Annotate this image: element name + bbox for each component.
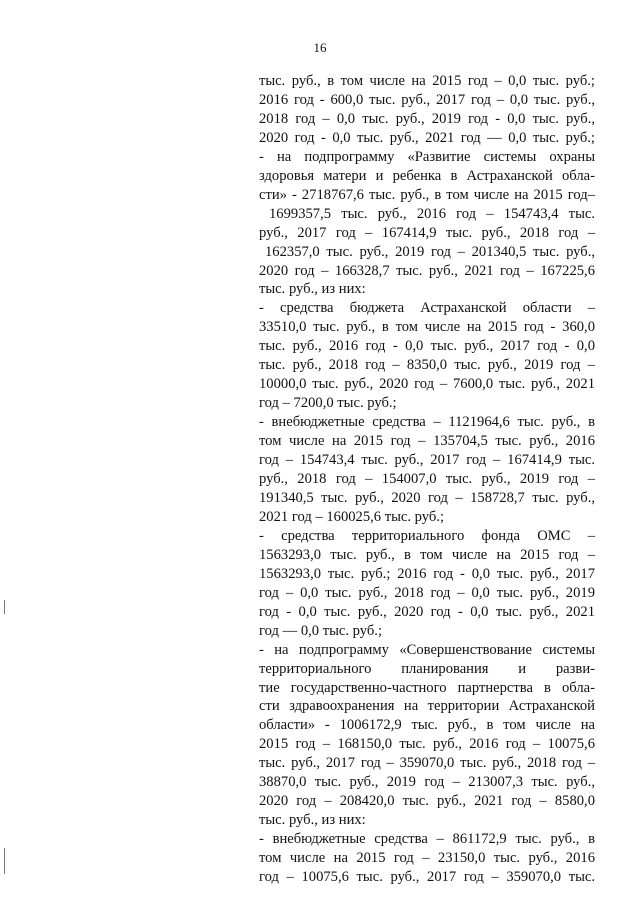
text-line: год – 0,0 тыс. руб., 2018 год – 0,0 тыс. руб., 2019 xyxy=(259,584,595,601)
text-line: 38870,0 тыс. руб., 2019 год – 213007,3 тыс. руб., xyxy=(259,774,595,791)
text-line: 2018 год – 0,0 тыс. руб., 2019 год - 0,0 тыс. руб., xyxy=(259,110,595,127)
text-line: год – 10075,6 тыс. руб., 2017 год – 359070,0 тыс. xyxy=(259,869,595,886)
text-line: тыс. руб., в том числе на 2015 год – 0,0 тыс. руб.; xyxy=(259,73,595,89)
text-line: том числе на 2015 год – 135704,5 тыс. руб., 2016 xyxy=(259,433,595,450)
text-line: - на подпрограмму «Совершенствование системы xyxy=(259,641,595,658)
text-line: области» - 1006172,9 тыс. руб., в том числе на xyxy=(259,717,595,734)
text-line: руб., 2018 год – 154007,0 тыс. руб., 2019 год – xyxy=(259,471,595,488)
body-text-column xyxy=(259,72,595,887)
text-line: 1699357,5 тыс. руб., 2016 год – 154743,4 тыс. xyxy=(269,205,595,222)
text-line: - средства бюджета Астраханской области – xyxy=(259,300,595,317)
text-line: - средства территориального фонда ОМС – xyxy=(259,527,595,544)
text-line: сти здравоохранения на территории Астраханской xyxy=(259,698,595,715)
text-line: руб., 2017 год – 167414,9 тыс. руб., 2018 год – xyxy=(259,224,595,241)
text-line: 191340,5 тыс. руб., 2020 год – 158728,7 тыс. руб., xyxy=(259,489,595,506)
text-line: - внебюджетные средства – 861172,9 тыс. руб., в xyxy=(259,831,595,848)
text-line: 2020 год - 0,0 тыс. руб., 2021 год — 0,0 тыс. руб.; xyxy=(259,129,595,146)
text-line: 2020 год – 208420,0 тыс. руб., 2021 год – 8580,0 xyxy=(259,793,595,810)
text-line: 2016 год - 600,0 тыс. руб., 2017 год – 0,0 тыс. руб., xyxy=(259,91,595,108)
text-line: 2015 год – 168150,0 тыс. руб., 2016 год – 10075,6 xyxy=(259,736,595,753)
text-line: год — 0,0 тыс. руб.; xyxy=(259,622,382,639)
text-line: тыс. руб., из них: xyxy=(259,812,366,829)
text-line: 1563293,0 тыс. руб., в том числе на 2015 год – xyxy=(259,546,595,563)
text-line: тыс. руб., 2018 год – 8350,0 тыс. руб., 2019 год – xyxy=(259,357,595,374)
text-line: год - 0,0 тыс. руб., 2020 год - 0,0 тыс. руб., 2021 xyxy=(259,603,595,620)
text-line: год – 7200,0 тыс. руб.; xyxy=(259,395,397,412)
text-line: 162357,0 тыс. руб., 2019 год – 201340,5 тыс. руб., xyxy=(265,243,595,260)
text-line: 2020 год – 166328,7 тыс. руб., 2021 год – 167225,6 xyxy=(259,262,595,279)
text-line: - на подпрограмму «Развитие системы охраны xyxy=(259,148,595,165)
text-line: тыс. руб., 2017 год – 359070,0 тыс. руб., 2018 год – xyxy=(259,755,595,772)
page-number: 16 xyxy=(313,40,327,55)
text-line: здоровья матери и ребенка в Астраханской обла- xyxy=(259,167,595,184)
text-line: тыс. руб., из них: xyxy=(259,281,366,298)
text-line: том числе на 2015 год – 23150,0 тыс. руб., 2016 xyxy=(259,850,595,867)
text-line: тие государственно-частного партнерства в обла- xyxy=(259,679,595,696)
text-line: тыс. руб., 2016 год - 0,0 тыс. руб., 2017 год - 0,0 xyxy=(259,338,595,355)
text-line: 1563293,0 тыс. руб.; 2016 год - 0,0 тыс. руб., 2017 xyxy=(259,565,595,582)
text-line: 2021 год – 160025,6 тыс. руб.; xyxy=(259,508,445,525)
text-line: - внебюджетные средства – 1121964,6 тыс. руб., в xyxy=(259,414,595,431)
scan-edge-mark xyxy=(4,600,5,614)
scan-edge-mark xyxy=(4,848,5,874)
text-line: 33510,0 тыс. руб., в том числе на 2015 год - 360,0 xyxy=(259,319,595,336)
text-line: территориального планирования и разви- xyxy=(259,660,595,677)
text-line: год – 154743,4 тыс. руб., 2017 год – 167414,9 тыс. xyxy=(259,452,595,469)
text-line: 10000,0 тыс. руб., 2020 год – 7600,0 тыс. руб., 2021 xyxy=(259,376,595,393)
text-line: сти» - 2718767,6 тыс. руб., в том числе на 2015 год– xyxy=(259,186,595,203)
